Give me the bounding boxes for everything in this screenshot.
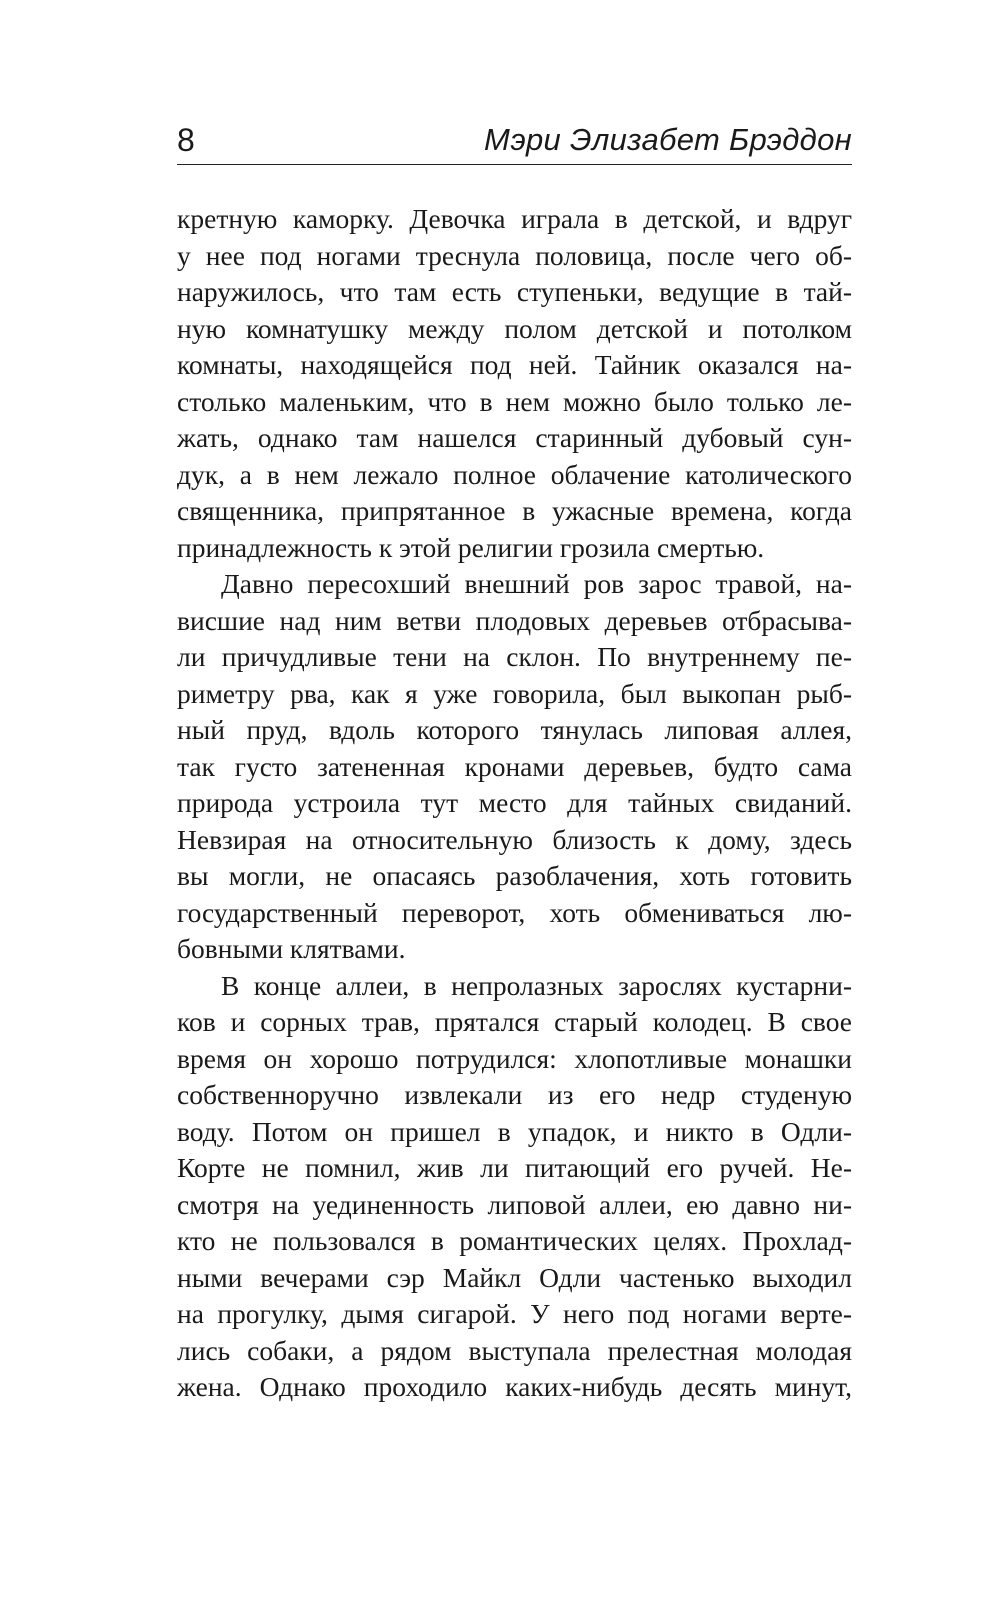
text-line: бовными клятвами. xyxy=(177,933,406,964)
text-line: столько маленьким, что в нем можно было только ле- xyxy=(177,385,852,417)
text-line: В конце аллеи, в непролазных зарослях кустарни- xyxy=(221,969,852,1001)
text-line: воду. Потом он пришел в упадок, и никто в Одли- xyxy=(177,1115,852,1147)
page-number: 8 xyxy=(177,122,195,158)
text-line: принадлежность к этой религии грозила смертью. xyxy=(177,531,765,563)
text-line: жена. Однако проходило каких-нибудь десять минут, xyxy=(177,1371,852,1402)
text-line: у нее под ногами треснула половица, после чего об- xyxy=(177,239,852,271)
book-author: Мэри Элизабет Брэддон xyxy=(484,122,852,157)
body-text xyxy=(177,201,852,1406)
text-line: ли причудливые тени на склон. По внутреннему пе- xyxy=(177,641,852,672)
text-line: ную комнатушку между полом детской и потолком xyxy=(177,312,852,344)
paragraph-1 xyxy=(177,201,852,566)
text-line: ными вечерами сэр Майкл Одли частенько выходил xyxy=(177,1261,852,1293)
text-line: Невзирая на относительную близость к дому, здесь xyxy=(177,823,852,855)
text-line: жать, однако там нашелся старинный дубовый сун- xyxy=(177,422,852,453)
text-line: дук, а в нем лежало полное облачение католического xyxy=(177,458,852,490)
running-header xyxy=(177,120,852,165)
text-line: лись собаки, а рядом выступала прелестная молодая xyxy=(177,1334,852,1366)
text-line: комнаты, находящейся под ней. Тайник оказался на- xyxy=(177,349,852,380)
text-line: висшие над ним ветви плодовых деревьев отбрасыва- xyxy=(177,604,852,636)
text-line: священника, припрятанное в ужасные времена, когда xyxy=(177,495,852,526)
text-line: ков и сорных трав, прятался старый колодец. В свое xyxy=(177,1006,852,1037)
paragraph-2 xyxy=(177,566,852,968)
text-line: Корте не помнил, жив ли питающий его ручей. Не- xyxy=(177,1152,852,1183)
text-line: вы могли, не опасаясь разоблачения, хоть готовить xyxy=(177,860,852,891)
text-line: кретную каморку. Девочка играла в детской, и вдруг xyxy=(177,203,852,234)
text-line: так густо затененная кронами деревьев, будто сама xyxy=(177,750,852,782)
text-line: кто не пользовался в романтических целях. Прохлад- xyxy=(177,1225,852,1256)
text-line: на прогулку, дымя сигарой. У него под ногами верте- xyxy=(177,1298,852,1329)
text-line: государственный переворот, хоть обмениваться лю- xyxy=(177,896,852,928)
text-line: смотря на уединенность липовой аллеи, ею давно ни- xyxy=(177,1188,852,1220)
text-line: природа устроила тут место для тайных свиданий. xyxy=(177,787,852,818)
text-line: Давно пересохший внешний ров зарос травой, на- xyxy=(221,568,852,599)
text-line: наружилось, что там есть ступеньки, ведущие в тай- xyxy=(177,276,852,307)
paragraph-3 xyxy=(177,968,852,1406)
text-line: риметру рва, как я уже говорила, был выкопан рыб- xyxy=(177,677,852,709)
text-line: ный пруд, вдоль которого тянулась липовая аллея, xyxy=(177,714,852,745)
text-line: время он хорошо потрудился: хлопотливые монашки xyxy=(177,1042,852,1074)
text-line: собственноручно извлекали из его недр студеную xyxy=(177,1079,852,1110)
